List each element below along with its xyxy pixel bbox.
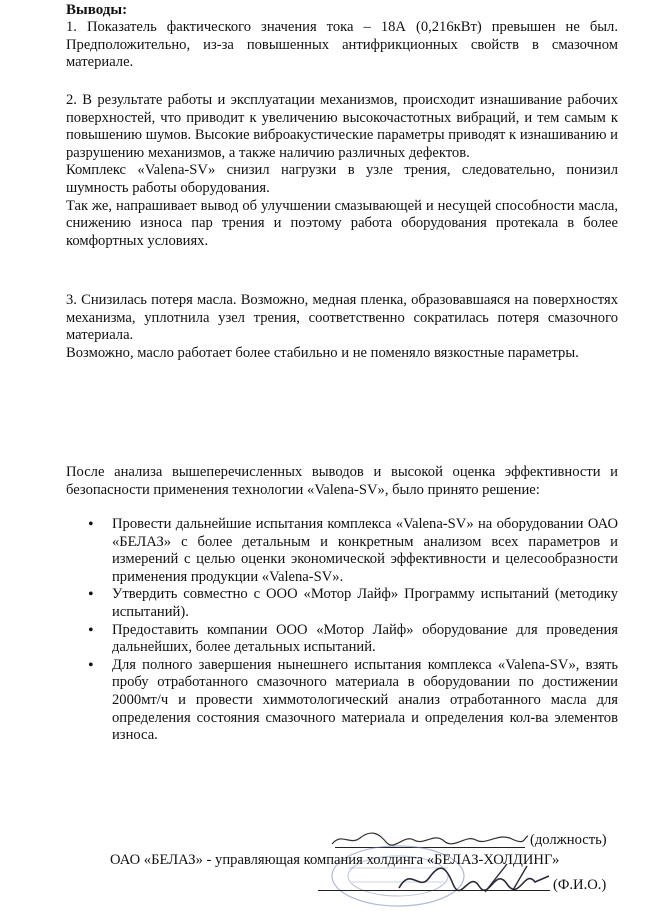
- position-label: (должность): [530, 832, 607, 848]
- conclusion-3-text-a: 3. Снизилась потеря масла. Возможно, медная пленка, образовавшаяся на поверхностях механизма, уплотнила узел трения, соответственно сократилась потеря смазочного материала.: [66, 292, 618, 344]
- decision-item: • Утвердить совместно с ООО «Мотор Лайф» Программу испытаний (методику испытаний).: [66, 586, 618, 621]
- decision-item: • Провести дальнейшие испытания комплекса «Valena-SV» на оборудовании ОАО «БЕЛАЗ» с более детальным и конкретным анализом всех параметров и измерений с целью оценки экономической эффективности и целесообразности применения продукции «Valena-SV».: [66, 516, 618, 586]
- decision-intro-text: После анализа вышеперечисленных выводов и высокой оценка эффективности и безопасности применения технологии «Valena-SV», было принято решение:: [66, 464, 618, 498]
- decision-item: • Для полного завершения нынешнего испытания комплекса «Valena-SV», взять пробу отработанного смазочного материала в оборудовании по достижении 2000мт/ч и провести химмотологический анализ отработанного масла для определения состояния смазочного материала и определения кол-ва элементов износа.: [66, 657, 618, 745]
- name-line: [318, 890, 550, 891]
- name-label: (Ф.И.О.): [553, 877, 607, 893]
- conclusion-2-text-a: 2. В результате работы и эксплуатации механизмов, происходит изнашивание рабочих поверхностей, что приводит к увеличению высокочастотных вибраций, и тем самым к повышению шумов. Высокие виброакустические параметры приводят к изнашиванию и разрушению механизмов, а также наличию различных дефектов.: [66, 92, 618, 161]
- decision-item: • Предоставить компании ООО «Мотор Лайф» оборудование для проведения дальнейших, более детальных испытаний.: [66, 622, 618, 657]
- company-line: ОАО «БЕЛАЗ» - управляющая компания холдинга «БЕЛАЗ-ХОЛДИНГ»: [110, 852, 560, 868]
- conclusion-1: [66, 19, 618, 72]
- page-heading: Выводы:: [66, 2, 128, 18]
- conclusion-2-text-c: Так же, напрашивает вывод об улучшении смазывающей и несущей способности масла, снижению износа пар трения и поэтому работа оборудования протекала в более комфортных условиях.: [66, 197, 618, 249]
- decision-intro: [66, 464, 618, 499]
- signature-mark: [395, 858, 555, 898]
- conclusion-3: [66, 292, 618, 362]
- decision-list: [66, 516, 618, 745]
- conclusion-1-text: 1. Показатель фактического значения тока – 18А (0,216кВт) превышен не был. Предположительно, из-за повышенных антифрикционных свойств в смазочном материале.: [66, 19, 618, 71]
- conclusion-3-text-b: Возможно, масло работает более стабильно и не поменяло вязкостные параметры.: [66, 344, 579, 361]
- conclusion-2-text-b: Комплекс «Valena-SV» снизил нагрузки в узле трения, следовательно, понизил шумность работы оборудования.: [66, 162, 618, 196]
- conclusion-2: [66, 92, 618, 250]
